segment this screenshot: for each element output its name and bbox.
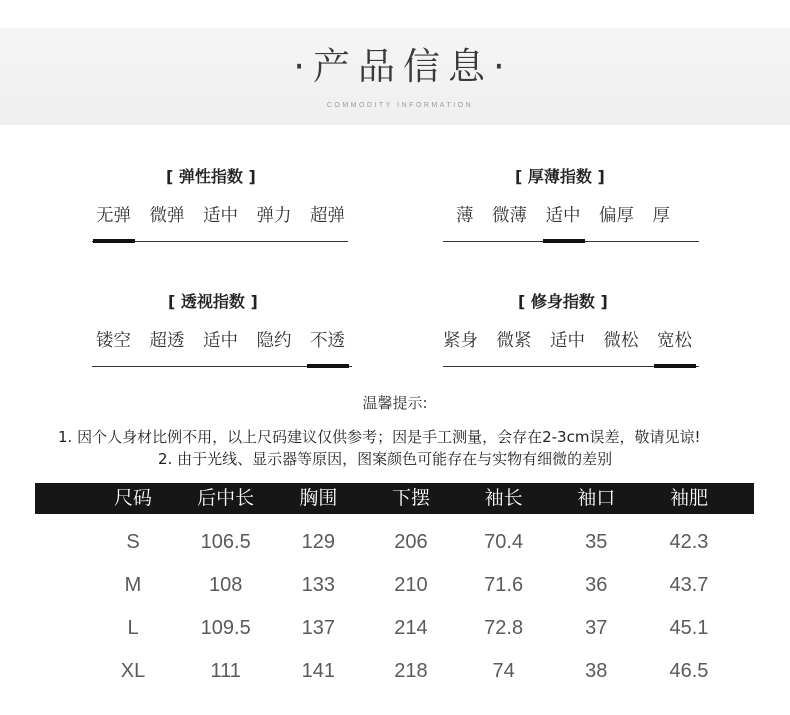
selection-bar — [93, 239, 135, 243]
fit-option: 紧身 — [443, 331, 478, 351]
elasticity-option: 弹力 — [256, 206, 292, 226]
transparency-option: 隐约 — [256, 331, 292, 351]
table-row — [35, 564, 754, 607]
thickness-option: 微薄 — [492, 206, 527, 226]
table-row — [35, 607, 754, 650]
table-cell: 46.5 — [669, 660, 709, 682]
table-cell: 45.1 — [669, 617, 709, 639]
table-cell: 36 — [585, 574, 608, 596]
table-cell: 218 — [394, 660, 428, 682]
fit-option: 微松 — [603, 331, 639, 351]
thickness-option: 厚 — [652, 206, 670, 226]
table-cell: 129 — [301, 531, 336, 553]
elasticity-option: 超弹 — [310, 206, 345, 226]
table-cell: 141 — [301, 660, 336, 682]
index-block-elasticity — [92, 160, 348, 250]
table-body — [35, 514, 754, 693]
selection-bar — [307, 364, 349, 368]
table-cell: 108 — [208, 574, 243, 596]
table-cell: 38 — [585, 660, 608, 682]
index-title: [ 厚薄指数 ] — [515, 167, 605, 186]
table-cell: 35 — [585, 531, 608, 553]
transparency-option: 适中 — [203, 331, 238, 351]
table-row — [35, 650, 754, 693]
header-cell-chest: 胸围 — [299, 487, 338, 509]
index-block-transparency — [92, 285, 352, 375]
transparency-option: 镂空 — [96, 331, 131, 351]
table-cell: 43.7 — [669, 574, 709, 596]
table-cell: 111 — [210, 660, 241, 682]
table-cell: 210 — [394, 574, 428, 596]
table-row — [35, 521, 754, 564]
table-cell: 109.5 — [200, 617, 251, 639]
transparency-option: 不透 — [310, 331, 345, 351]
table-cell: 70.4 — [484, 531, 524, 553]
transparency-option: 超透 — [149, 331, 185, 351]
table-cell: XL — [120, 660, 146, 682]
table-cell: 137 — [301, 617, 336, 639]
header-cell-hem: 下摆 — [391, 487, 430, 509]
table-header — [35, 483, 754, 514]
notice-line: 1. 因个人身材比例不用，以上尺码建议仅供参考；因是手工测量，会存在2-3cm误差，敬请见谅! — [58, 428, 701, 446]
selection-bar — [543, 239, 585, 243]
index-options — [92, 205, 345, 227]
table-cell: 214 — [394, 617, 428, 639]
notice-line: 2. 由于光线、显示器等原因，图案颜色可能存在与实物有细微的差别 — [158, 450, 613, 468]
table-cell: 74 — [492, 660, 515, 682]
index-block-thickness — [443, 160, 699, 250]
table-cell: 42.3 — [669, 531, 709, 553]
fit-option: 宽松 — [657, 331, 692, 351]
header-band — [0, 28, 790, 125]
table-cell: 72.8 — [484, 617, 524, 639]
index-title: [ 弹性指数 ] — [166, 167, 256, 186]
size-table — [35, 483, 754, 693]
index-title: [ 修身指数 ] — [518, 292, 608, 311]
table-cell: 71.6 — [484, 574, 524, 596]
page-title: ·产品信息· — [293, 45, 513, 88]
elasticity-option: 微弹 — [149, 206, 185, 226]
table-cell: 106.5 — [200, 531, 251, 553]
thickness-option: 适中 — [545, 206, 581, 226]
elasticity-option: 无弹 — [96, 206, 131, 226]
header-cell-sleeve-width: 袖肥 — [669, 487, 708, 509]
table-cell: 206 — [394, 531, 428, 553]
header-cell-size: 尺码 — [114, 487, 153, 509]
index-title: [ 透视指数 ] — [168, 292, 258, 311]
fit-option: 微紧 — [496, 331, 532, 351]
header-cell-cuff: 袖口 — [577, 487, 616, 509]
page-subtitle: COMMODITY INFORMATION — [326, 102, 474, 109]
fit-option: 适中 — [550, 331, 585, 351]
index-block-fit — [443, 285, 699, 375]
notice-heading: 温馨提示: — [362, 394, 428, 412]
index-options — [443, 205, 670, 227]
index-options — [92, 330, 345, 352]
table-cell: S — [126, 531, 140, 553]
thickness-option: 薄 — [456, 206, 474, 226]
table-cell: 37 — [585, 617, 608, 639]
header-cell-sleeve-length: 袖长 — [484, 487, 523, 509]
header-cell-back-length: 后中长 — [197, 487, 255, 509]
table-cell: M — [124, 574, 142, 596]
thickness-option: 偏厚 — [599, 206, 634, 226]
selection-bar — [654, 364, 696, 368]
elasticity-option: 适中 — [203, 206, 238, 226]
index-options — [443, 330, 692, 352]
table-cell: L — [127, 617, 139, 639]
table-cell: 133 — [301, 574, 336, 596]
